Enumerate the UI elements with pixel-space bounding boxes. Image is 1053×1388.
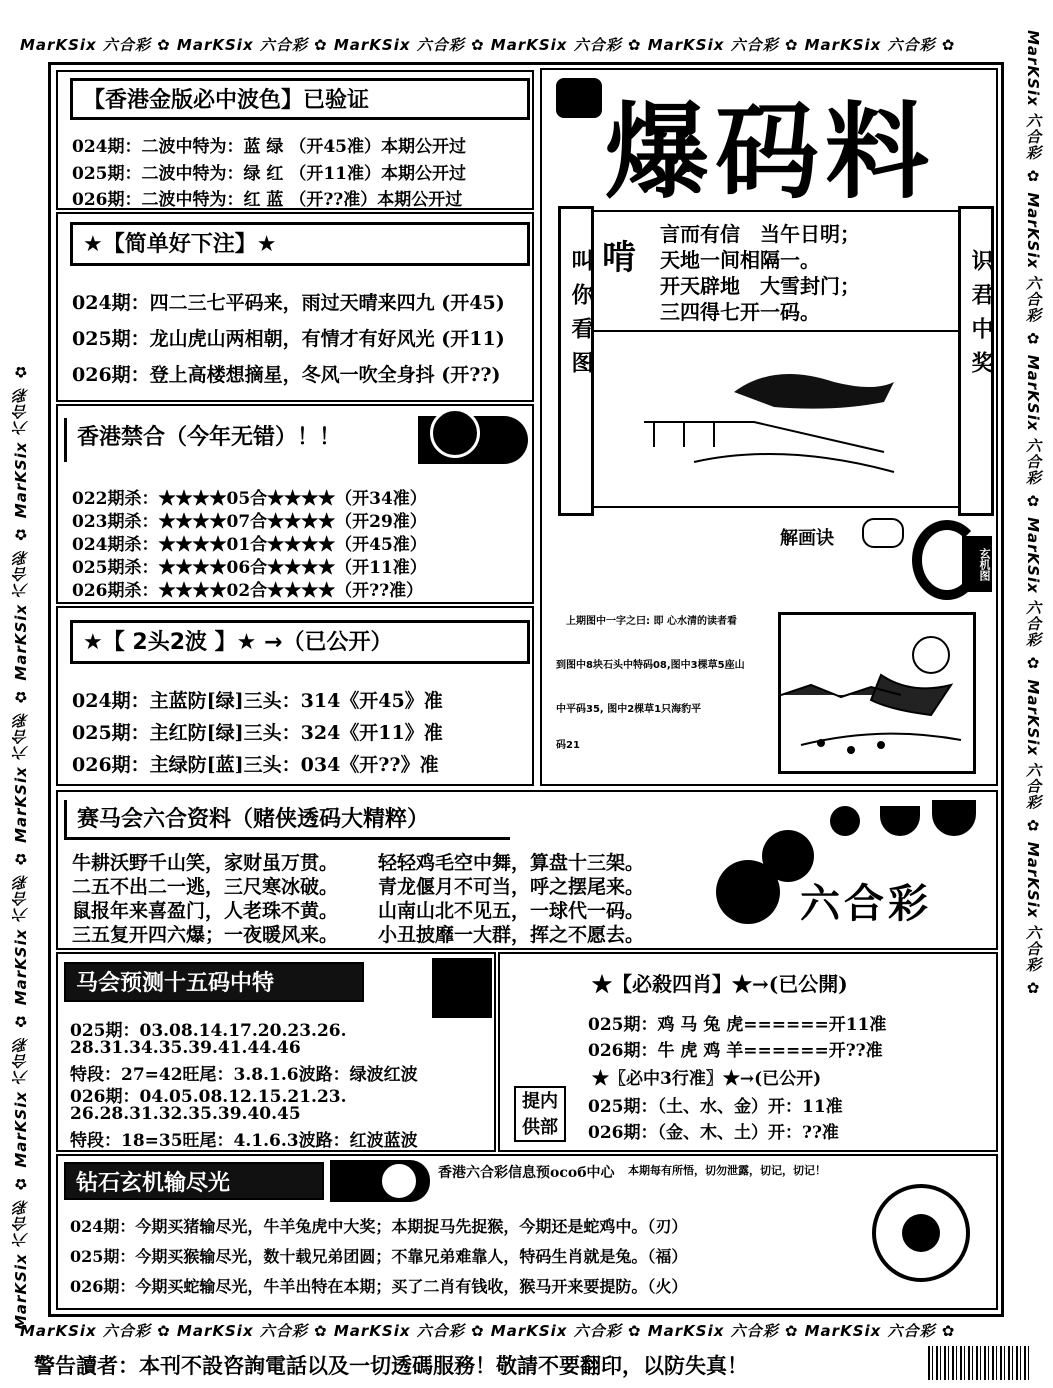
list-item: 牛耕沃野千山笑，家财虽万贯。	[72, 852, 339, 874]
poem-line: 天地一间相隔一。	[660, 248, 820, 272]
mark-six-logo: 六合彩	[800, 880, 932, 927]
list-item: 特段：27=42旺尾：3.8.1.6波路：绿波红波	[70, 1065, 418, 1085]
list-item: 三五复开四六爆；一夜暖风来。	[72, 924, 339, 946]
list-item: 025期：今期买猴输尽光，数十载兄弟团圆；不靠兄弟难靠人，特码生肖就是兔。（福）	[70, 1247, 688, 1266]
scroll-left	[558, 206, 594, 516]
footer-warning: 警告讀者：本刊不設咨詢電話以及一切透碼服務！敬請不要翻印，以防失真！	[34, 1353, 748, 1378]
section-four-zodiacs	[498, 952, 998, 1152]
list-item: 青龙偃月不可当，呼之摆尾来。	[378, 876, 645, 898]
internal-stamp: 提内供部	[514, 1086, 566, 1142]
section-fifteen-codes	[56, 952, 496, 1152]
border-strip-bottom: MarKSix 六合彩 ✿ MarKSix 六合彩 ✿ MarKSix 六合彩 ✿ MarKSix 六合彩 ✿ MarKSix 六合彩 ✿ MarKSix 六合彩 ✿	[20, 1322, 956, 1340]
list-item: 026期杀：★★★★02合★★★★（开??准）	[72, 581, 424, 601]
section-title: 【香港金版必中波色】已验证	[70, 78, 530, 120]
section-title: ★【 2头2波 】★ →（已公开）	[70, 620, 530, 664]
list-item: 026期：04.05.08.12.15.21.23.	[70, 1087, 347, 1107]
page-title: 爆码料	[605, 90, 936, 213]
scroll-right	[958, 206, 994, 516]
section-title: ★【简单好下注】★	[70, 222, 530, 266]
list-item: 鼠报年来喜盈门，人老珠不黄。	[72, 900, 339, 922]
list-item: 小丑披靡一大群，挥之不愿去。	[378, 924, 645, 946]
section-two-heads	[56, 606, 534, 786]
scroll-left-text: 叫你看图	[568, 249, 593, 385]
list-item: 025期：二波中特为：绿 红 （开11准）本期公开过	[72, 164, 466, 184]
scroll-body	[594, 210, 958, 508]
list-item: 024期：二波中特为：蓝 绿 （开45准）本期公开过	[72, 137, 466, 157]
section-title: 钻石玄机输尽光	[64, 1162, 324, 1200]
bauhinia-icon	[902, 1214, 940, 1252]
list-item: 28.31.34.35.39.41.44.46	[70, 1038, 301, 1058]
list-item: 特段：18=35旺尾：4.1.6.3波路：红波蓝波	[70, 1131, 418, 1151]
section-title: 香港禁合（今年无错）！！	[64, 418, 530, 462]
logo-dot	[830, 806, 860, 836]
list-item: 025期：鸡 马 兔 虎======开11准	[588, 1015, 887, 1035]
barcode-icon	[928, 1346, 1032, 1380]
border-strip-right: MarKSix 六合彩 ✿ MarKSix 六合彩 ✿ MarKSix 六合彩 ✿ MarKSix 六合彩 ✿ MarKSix 六合彩 ✿ MarKSix 六合彩 ✿	[1024, 30, 1042, 998]
last-riddle-picture	[778, 612, 976, 774]
poem-line: 三四得七开一码。	[660, 300, 820, 324]
list-item: 024期：今期买猪输尽光，牛羊兔虎中大奖；本期捉马先捉猴，今期还是蛇鸡中。（刃）	[70, 1217, 688, 1236]
poem-head: 啃	[602, 238, 636, 278]
list-item: 024期杀：★★★★01合★★★★（开45准）	[72, 535, 427, 555]
border-strip-left: MarKSix 六合彩 ✿ MarKSix 六合彩 ✿ MarKSix 六合彩 ✿ MarKSix 六合彩 ✿ MarKSix 六合彩 ✿ MarKSix 六合彩 ✿	[12, 362, 30, 1330]
tiger-drawing	[634, 352, 934, 492]
section-banned-combo	[56, 404, 534, 604]
section-title: 马会预测十五码中特	[64, 962, 364, 1002]
list-item: 025期：（土、水、金）开：11准	[588, 1097, 843, 1117]
list-item: 026期：（金、木、土）开：??准	[588, 1123, 839, 1143]
section-easy-bet	[56, 212, 534, 402]
list-item: 026期：主绿防[蓝]三头：034《开??》准	[72, 754, 439, 776]
list-item: 025期：龙山虎山两相朝，有情才有好风光 (开11)	[72, 328, 505, 350]
border-strip-top: MarKSix 六合彩 ✿ MarKSix 六合彩 ✿ MarKSix 六合彩 ✿ MarKSix 六合彩 ✿ MarKSix 六合彩 ✿ MarKSix 六合彩 ✿	[20, 36, 956, 54]
section-title: ★【必殺四肖】★→(已公開)	[592, 972, 848, 996]
banner-note: 本期每有所悟，切勿泄露，切记，切记！	[628, 1164, 826, 1177]
list-item: 022期杀：★★★★05合★★★★（开34准）	[72, 489, 427, 509]
list-item: 025期：03.08.14.17.20.23.26.	[70, 1021, 347, 1041]
last-label: 玄机图	[962, 536, 992, 592]
ox-emblem-icon	[556, 78, 602, 118]
list-item: 轻轻鸡毛空中舞，算盘十三架。	[378, 852, 645, 874]
list-item: 二五不出二一逃，三尺寒冰破。	[72, 876, 339, 898]
bagua-icon	[380, 1162, 418, 1200]
list-item: 025期杀：★★★★06合★★★★（开11准）	[72, 558, 427, 578]
logo-dot	[716, 860, 780, 924]
explain-line: 中平码35, 图中2棵草1只海豹平	[556, 704, 702, 715]
list-item: 026期：二波中特为：红 蓝 （开??准）本期公开过	[72, 190, 463, 210]
list-item: 山南山北不见五，一球代一码。	[378, 900, 645, 922]
banner-text: 香港六合彩信息预особ中心	[438, 1165, 615, 1181]
seal-drawing	[781, 615, 973, 771]
pointing-hand-icon	[862, 518, 904, 548]
section-wave-color	[56, 70, 534, 210]
list-item: 26.28.31.32.35.39.40.45	[70, 1104, 301, 1124]
swirl-icon	[430, 408, 480, 458]
sub-title: ★〖必中3行准〗★→(已公开)	[592, 1069, 822, 1089]
explain-line: 到图中8块石头中特码08,图中3棵草5座山	[556, 660, 745, 671]
list-item: 024期：主蓝防[绿]三头：314《开45》准	[72, 690, 443, 712]
list-item: 026期：牛 虎 鸡 羊======开??准	[588, 1041, 883, 1061]
hint-label: 解画诀	[780, 528, 834, 549]
list-item: 026期：今期买蛇输尽光，牛羊出特在本期；买了二肖有钱收，猴马开来要提防。（火）	[70, 1277, 688, 1296]
list-item: 024期：四二三七平码来，雨过天晴来四九 (开45)	[72, 292, 505, 314]
list-item: 026期：登上高楼想摘星，冬风一吹全身抖 (开??)	[72, 364, 501, 386]
explain-line: 码21	[556, 740, 580, 751]
explain-block	[556, 604, 774, 774]
scroll-right-text: 识君中奖	[968, 249, 993, 385]
poem-line: 言而有信 当午日明；	[660, 222, 860, 246]
poem-line: 开天辟地 大雪封门；	[660, 274, 860, 298]
bauhinia-seal	[872, 1184, 970, 1282]
tree-icon	[432, 958, 492, 1018]
list-item: 023期杀：★★★★07合★★★★（开29准）	[72, 512, 427, 532]
list-item: 025期：主红防[绿]三头：324《开11》准	[72, 722, 443, 744]
section-title: 赛马会六合资料（赌侠透码大精粹）	[64, 800, 510, 840]
explain-line: 上期图中一字之曰: 即 心水清的读者看	[566, 616, 737, 627]
section-diamond	[56, 1154, 998, 1310]
